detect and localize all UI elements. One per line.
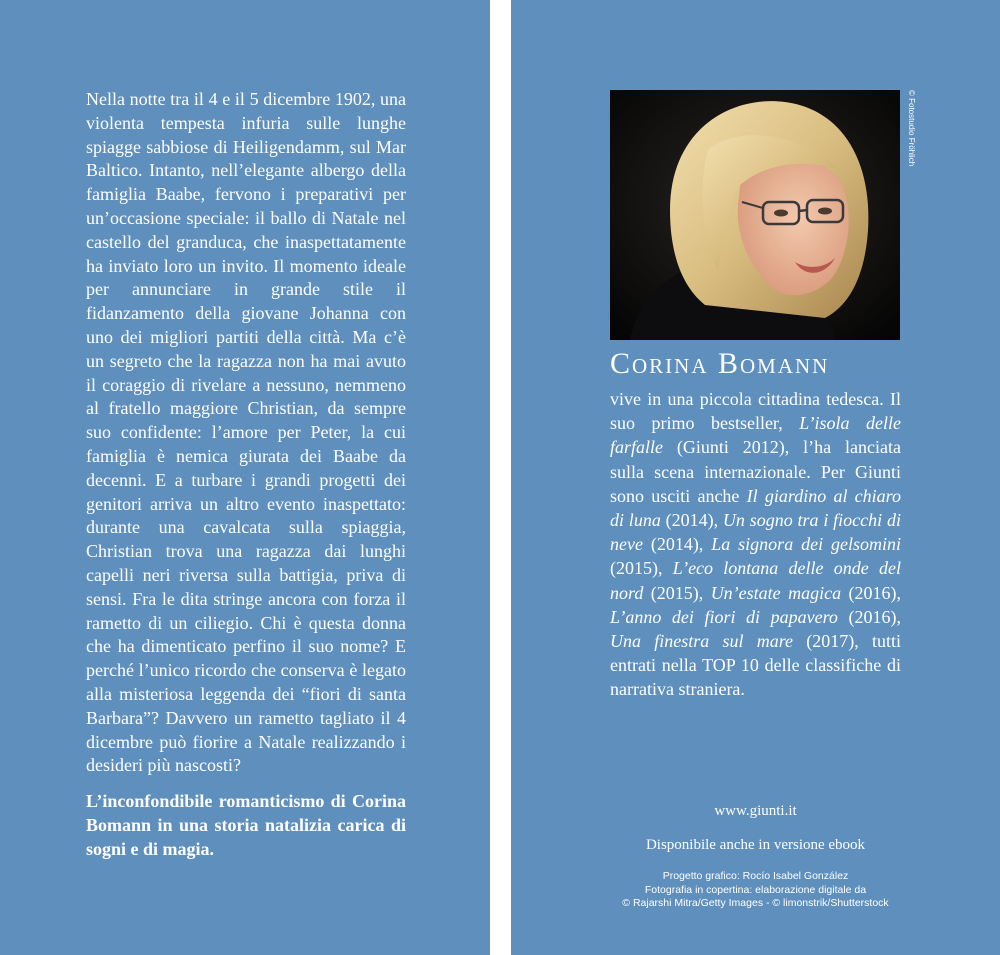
book-title: Un sogno tra i fiocchi di neve [610,510,901,555]
back-cover-panel [0,0,490,955]
author-bio: vive in una piccola cittadina tedesca. Il suo primo bestseller, L’isola delle farfalle (Giunti 2012), l’ha lanciata sulla scena internazionale. Per Giunti sono usciti anche Il giardino al chiaro di luna (2014), Un sogno tra i fiocchi di neve (2014), La signora dei gelsomini (2015), L’eco lontana delle onde del nord (2015), Un’estate magica (2016), L’anno dei fiori di papavero (2016), Una finestra sul mare (2017), tutti entrati nella TOP 10 delle classifiche di narrativa straniera. [610,389,901,700]
book-title: L’anno dei fiori di papavero [610,606,838,627]
author-photo [610,90,900,340]
credit-line: Progetto grafico: Rocío Isabel González [662,870,849,882]
website-link[interactable]: www.giunti.it [714,803,797,819]
design-credits [511,870,1000,911]
book-title: La signora dei gelsomini [711,534,901,555]
spine-gap [490,0,511,955]
book-title: Una finestra sul mare [610,631,794,652]
author-name: Corina Bomann [610,347,830,380]
tagline: L’inconfondibile romanticismo di Corina Bomann in una storia natalizia carica di sogni e di magia. [86,791,406,859]
synopsis [86,88,406,862]
synopsis-text: Nella notte tra il 4 e il 5 dicembre 1902, una violenta tempesta infuria sulle lunghe spiagge sabbiose di Heiligendamm, sul Mar Baltico. Intanto, nell’elegante albergo della famiglia Baabe, fervono i preparativi per un’occasione speciale: il ballo di Natale nel castello del granduca, che inaspettatamente ha inviato loro un invito. Il momento ideale per annunciare in grande stile il fidanzamento della giovane Johanna con uno dei migliori partiti della città. Ma c’è un segreto che la ragazza non ha mai avuto il coraggio di rivelare a nessuno, nemmeno al fratello maggiore Christian, da sempre suo confidente: l’amore per Peter, la cui famiglia è nemica giurata dei Baabe da decenni. E a turbare i grandi progetti dei genitori arriva un altro evento inaspettato: durante una cavalcata sulla spiaggia, Christian trova una ragazza dai lunghi capelli neri riversa sulla battigia, priva di sensi. Fra le dita stringe ancora con forza il rametto di un ciliegio. Chi è questa donna che ha dimenticato perfino il suo nome? E perché l’unico ricordo che conserva è legato alla misteriosa leggenda dei “fiori di santa Barbara”? Davvero un rametto tagliato il 4 dicembre può fiorire a Natale realizzando i desideri più nascosti? [86,89,406,776]
book-title: L’eco lontana delle onde del nord [610,558,901,603]
book-title: Il giardino al chiaro di luna [610,485,901,531]
ebook-note: Disponibile anche in versione ebook [645,837,866,853]
book-title: Un’estate magica [710,582,842,603]
credit-line: Fotografia in copertina: elaborazione digitale da [644,883,867,896]
book-title: L’isola delle farfalle [610,413,901,458]
credit-line: © Rajarshi Mitra/Getty Images - © limonstrik/Shutterstock [622,897,889,909]
photo-credit: © Fotostudio Fröhlich [907,90,916,167]
